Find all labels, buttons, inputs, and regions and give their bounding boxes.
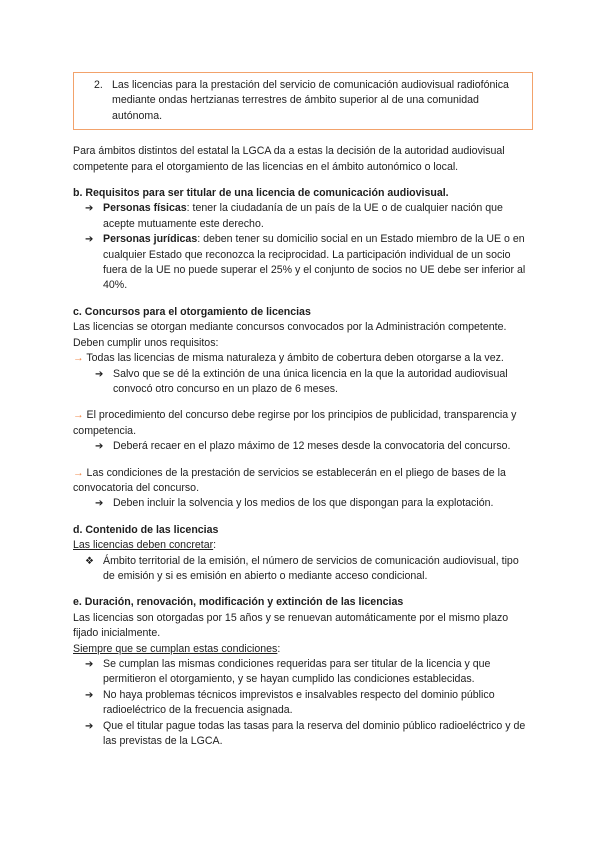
- arrow-icon: ➔: [85, 659, 94, 671]
- item-text: : deben tener su domicilio social en un Estado miembro de la UE o en cualquier Estado que reconozca la reciprocidad. La participación individual de un socio fuera de la UE no puede superar el 25% y el conjunto de socios no UE debe ser inferior al 40%.: [103, 233, 526, 292]
- section-d-title: d. Contenido de las licencias: [73, 523, 219, 536]
- document-page: [73, 72, 533, 749]
- sub-item: ➔ Deben incluir la solvencia y los medios de los que dispongan para la explotación.: [73, 496, 533, 511]
- arrow-icon: ➔: [85, 203, 94, 215]
- arrow-icon: ➔: [95, 441, 104, 453]
- item-text: : tener la ciudadanía de un país de la UE o de cualquier nación que acepte mutuamente este derecho.: [103, 202, 503, 230]
- list-number: 2.: [94, 79, 103, 91]
- section-e-condition-label: Siempre que se cumplan estas condiciones:: [73, 642, 281, 655]
- list-item: [73, 232, 533, 294]
- sub-item: ➔ Deberá recaer en el plazo máximo de 12 meses desde la convocatoria del concurso.: [73, 439, 533, 454]
- section-d-intro: Las licencias deben concretar:: [73, 539, 217, 552]
- item-label: Personas físicas: [103, 202, 187, 215]
- arrow-icon: ➔: [95, 498, 104, 510]
- arrow-icon: ➔: [85, 720, 94, 732]
- list-text: Las licencias para la prestación del servicio de comunicación audiovisual radiofónica mediante ondas hertzianas terrestres de ámbito superior al de una comunidad autónoma.: [112, 79, 509, 122]
- section-e-intro: Las licencias son otorgadas por 15 años y se renuevan automáticamente por el mismo plazo fijado inicialmente.: [73, 611, 509, 640]
- highlighted-list-box: [73, 72, 533, 130]
- arrow-icon: ➔: [85, 689, 94, 701]
- intro-paragraph: Para ámbitos distintos del estatal la LGCA da a estas la decisión de la autoridad audiovisual competente para el otorgamiento de las licencias en el ámbito autonómico o local.: [73, 145, 505, 173]
- section-c-point-3: → Las condiciones de la prestación de servicios se establecerán en el pliego de bases de la convocatoria del concurso.: [73, 466, 506, 494]
- long-arrow-icon: →: [73, 352, 84, 365]
- arrow-icon: ➔: [85, 234, 94, 246]
- long-arrow-icon: →: [73, 466, 84, 479]
- list-item: ➔ Que el titular pague todas las tasas para la reserva del dominio público radioeléctrico y de las previstas de la LGCA.: [85, 719, 526, 748]
- section-b-title: b. Requisitos para ser titular de una licencia de comunicación audiovisual.: [73, 187, 449, 200]
- arrow-icon: ➔: [95, 368, 104, 380]
- section-e-title: e. Duración, renovación, modificación y extinción de las licencias: [73, 596, 404, 609]
- list-item: [73, 201, 533, 232]
- section-c-title: c. Concursos para el otorgamiento de licencias: [73, 305, 311, 318]
- long-arrow-icon: →: [73, 409, 84, 422]
- diamond-icon: ❖: [85, 555, 94, 567]
- section-c-point-1: → Todas las licencias de misma naturaleza y ámbito de cobertura deben otorgarse a la vez.: [73, 352, 504, 365]
- section-c-intro: Las licencias se otorgan mediante concursos convocados por la Administración competente. Deben cumplir unos requisitos:: [73, 321, 507, 349]
- list-item: ❖ Ámbito territorial de la emisión, el número de servicios de comunicación audiovisual, tipo de emisión y si es emisión en abierto o mediante acceso condicional.: [85, 554, 519, 582]
- section-c-point-2: → El procedimiento del concurso debe regirse por los principios de publicidad, transparencia y competencia.: [73, 409, 517, 437]
- item-label: Personas jurídicas: [103, 233, 198, 246]
- list-item: ➔ No haya problemas técnicos imprevistos e insalvables respecto del dominio público radioeléctrico de la frecuencia asignada.: [85, 688, 495, 717]
- sub-item: ➔ Salvo que se dé la extinción de una única licencia en la que la autoridad audiovisual convocó otro concurso en un plazo de 6 meses.: [95, 367, 508, 395]
- list-item: ➔ Se cumplan las mismas condiciones requeridas para ser titular de la licencia y que permitieron el otorgamiento, y se hayan cumplido las condiciones establecidas.: [85, 658, 491, 686]
